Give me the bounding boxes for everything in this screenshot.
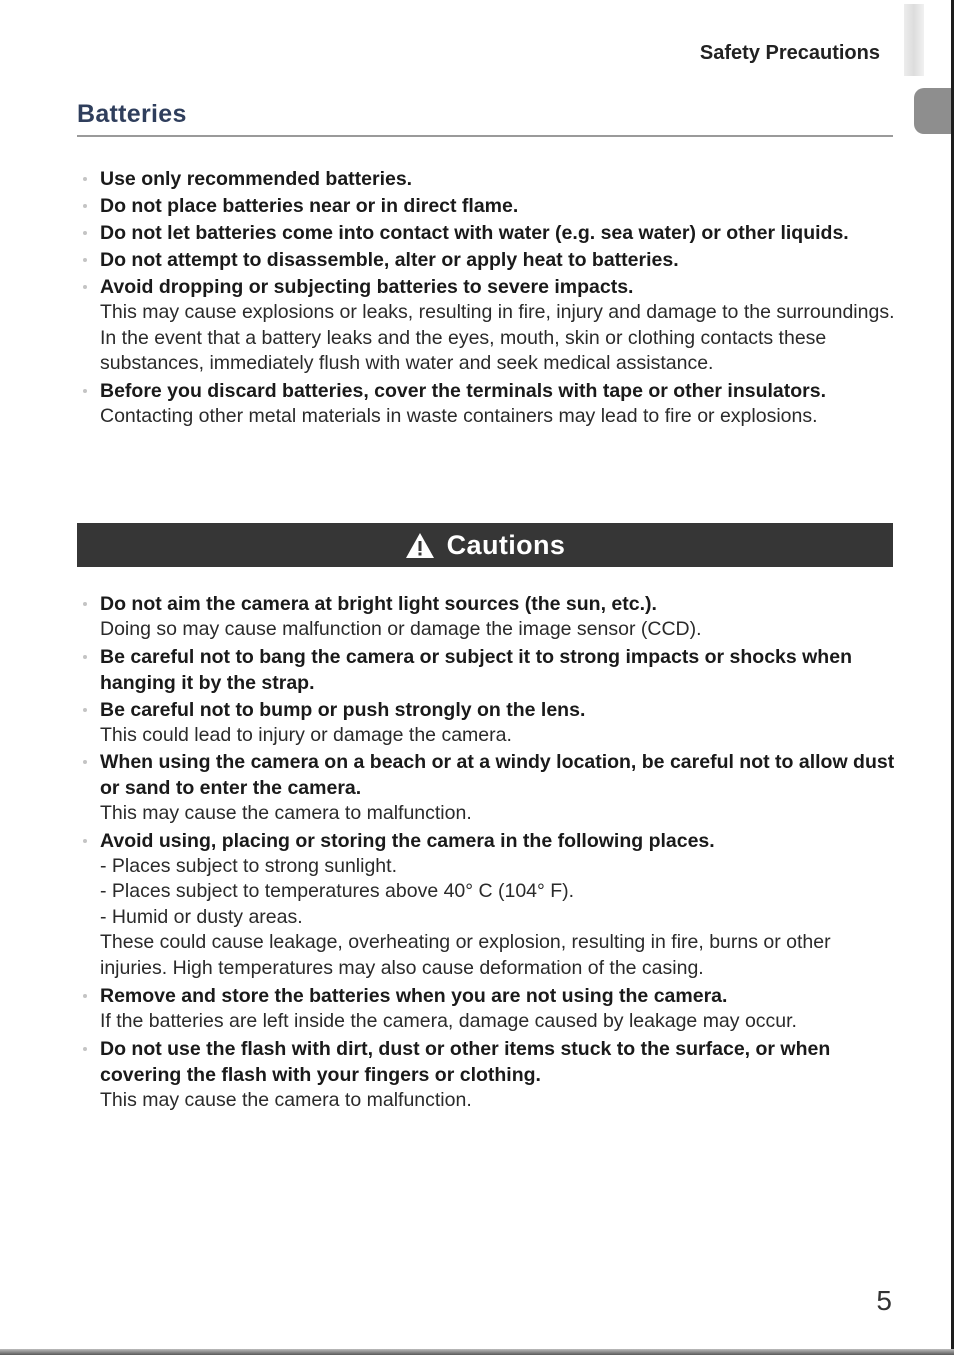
item-description: Contacting other metal materials in waste containers may lead to fire or explosions. <box>100 404 818 427</box>
list-item <box>100 591 895 643</box>
item-heading: Remove and store the batteries when you are not using the camera. <box>100 985 728 1007</box>
item-description: If the batteries are left inside the camera, damage caused by leakage may occur. <box>100 1010 797 1032</box>
list-item <box>100 220 895 246</box>
item-description: These could cause leakage, overheating or explosion, resulting in fire, burns or other injuries. High temperatures may also cause deformation of the casing. <box>100 931 831 979</box>
list-item <box>100 166 895 192</box>
list-item <box>100 247 895 273</box>
list-item <box>100 749 895 827</box>
title-divider <box>77 135 893 137</box>
cautions-title: Cautions <box>446 529 566 560</box>
list-item <box>100 644 895 696</box>
cautions-list <box>100 591 895 1113</box>
item-description: This may cause the camera to malfunction. <box>100 1088 472 1111</box>
item-heading: Use only recommended batteries. <box>100 168 413 190</box>
item-heading: Be careful not to bump or push strongly on the lens. <box>100 698 586 721</box>
item-description: This may cause explosions or leaks, resulting in fire, injury and damage to the surroundings. In the event that a battery leaks and the eyes, mouth, skin or clothing contacts these substances, immediately flush with water and seek medical assistance. <box>100 301 895 374</box>
item-heading: When using the camera on a beach or at a windy location, be careful not to allow dust or sand to enter the camera. <box>100 751 895 799</box>
item-heading: Do not let batteries come into contact with water (e.g. sea water) or other liquids. <box>100 222 849 244</box>
item-heading: Be careful not to bang the camera or subject it to strong impacts or shocks when hanging it by the strap. <box>100 645 852 694</box>
list-item <box>100 828 895 982</box>
item-description: This could lead to injury or damage the camera. <box>100 723 512 746</box>
list-item <box>100 1036 895 1114</box>
batteries-title: Batteries <box>77 100 187 128</box>
page-number: 5 <box>876 1285 892 1316</box>
chapter-tab <box>914 88 954 134</box>
page-edge-bottom <box>0 1349 954 1355</box>
item-description: Doing so may cause malfunction or damage the image sensor (CCD). <box>100 618 702 640</box>
list-item <box>100 378 895 430</box>
list-item <box>100 983 895 1035</box>
batteries-list <box>100 166 895 429</box>
sub-item: - Humid or dusty areas. <box>100 905 303 928</box>
list-item <box>100 697 895 749</box>
cautions-banner <box>77 523 893 567</box>
item-description: This may cause the camera to malfunction. <box>100 802 472 824</box>
item-heading: Do not place batteries near or in direct flame. <box>100 195 519 217</box>
list-item <box>100 193 895 219</box>
sub-item: - Places subject to strong sunlight. <box>100 854 397 877</box>
item-heading: Do not aim the camera at bright light sources (the sun, etc.). <box>100 593 657 615</box>
sub-item: - Places subject to temperatures above 40° C (104° F). <box>100 880 575 902</box>
item-heading: Do not use the flash with dirt, dust or other items stuck to the surface, or when covering the flash with your fingers or clothing. <box>100 1037 831 1086</box>
list-item <box>100 274 895 377</box>
item-heading: Avoid using, placing or storing the camera in the following places. <box>100 829 715 852</box>
item-heading: Do not attempt to disassemble, alter or apply heat to batteries. <box>100 249 679 271</box>
item-heading: Before you discard batteries, cover the terminals with tape or other insulators. <box>100 379 827 402</box>
edge-strip <box>904 4 924 76</box>
item-heading: Avoid dropping or subjecting batteries to severe impacts. <box>100 276 634 298</box>
warning-triangle-icon <box>405 532 435 559</box>
running-header: Safety Precautions <box>699 42 880 64</box>
